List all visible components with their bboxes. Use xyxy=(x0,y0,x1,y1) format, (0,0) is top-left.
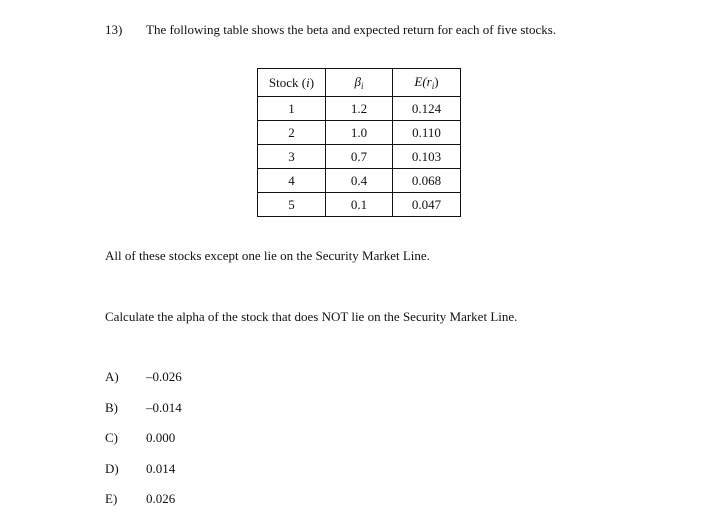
choice-value-d: 0.014 xyxy=(146,461,176,476)
cell-stock: 4 xyxy=(258,169,326,193)
table-row xyxy=(258,193,461,217)
statement-sml: All of these stocks except one lie on the Security Market Line. xyxy=(105,248,430,263)
cell-beta: 0.7 xyxy=(326,145,393,169)
cell-expected-return: 0.103 xyxy=(393,145,461,169)
choice-letter-c: C) xyxy=(105,430,118,445)
choice-value-e: 0.026 xyxy=(146,491,176,506)
question-text: The following table shows the beta and expected return for each of five stocks. xyxy=(146,22,557,37)
choice-letter-e: E) xyxy=(105,491,118,506)
choice-letter-b: B) xyxy=(105,400,118,415)
table-header-row xyxy=(258,69,461,97)
cell-expected-return: 0.124 xyxy=(393,97,461,121)
cell-expected-return: 0.110 xyxy=(393,121,461,145)
beta-return-table xyxy=(257,68,461,217)
table-row xyxy=(258,121,461,145)
cell-stock: 1 xyxy=(258,97,326,121)
cell-beta: 0.1 xyxy=(326,193,393,217)
cell-expected-return: 0.068 xyxy=(393,169,461,193)
choice-value-a: –0.026 xyxy=(146,369,182,384)
header-beta: $\beta_i$ xyxy=(326,69,393,97)
choice-letter-a: A) xyxy=(105,369,119,384)
table-row xyxy=(258,97,461,121)
choice-value-b: –0.014 xyxy=(146,400,182,415)
header-expected-return: $E(r_i)$ xyxy=(393,69,461,97)
cell-stock: 5 xyxy=(258,193,326,217)
cell-expected-return: 0.047 xyxy=(393,193,461,217)
header-stock: Stock (i) xyxy=(258,69,326,97)
choice-letter-d: D) xyxy=(105,461,119,476)
cell-stock: 2 xyxy=(258,121,326,145)
choice-value-c: 0.000 xyxy=(146,430,176,445)
cell-stock: 3 xyxy=(258,145,326,169)
cell-beta: 1.0 xyxy=(326,121,393,145)
table-row xyxy=(258,169,461,193)
table-row xyxy=(258,145,461,169)
statement-calculate-alpha: Calculate the alpha of the stock that does NOT lie on the Security Market Line. xyxy=(105,309,518,324)
cell-beta: 0.4 xyxy=(326,169,393,193)
question-number: 13) xyxy=(105,22,123,37)
cell-beta: 1.2 xyxy=(326,97,393,121)
